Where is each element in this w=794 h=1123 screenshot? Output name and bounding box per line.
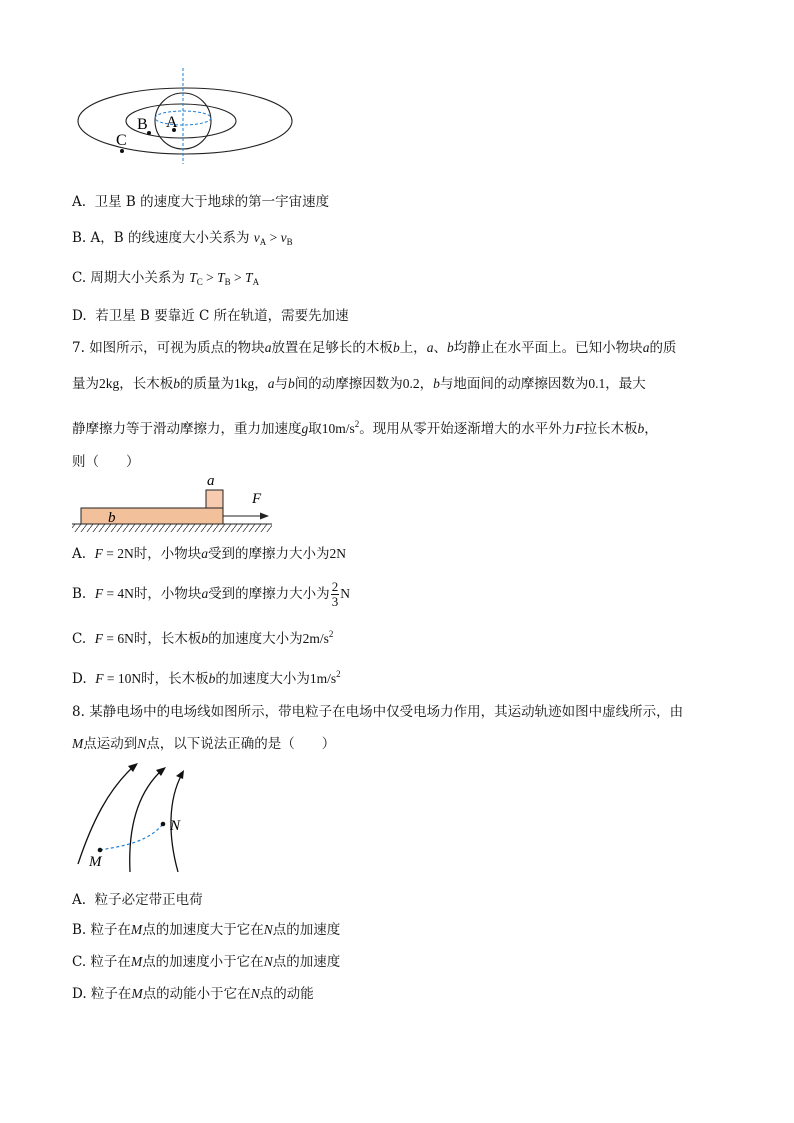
q8-b-prefix: B. 粒子在 bbox=[72, 922, 132, 938]
q7-c-prefix: C. bbox=[72, 631, 87, 647]
q7-b-num: 2 bbox=[331, 579, 339, 594]
q7-d-F: F bbox=[95, 671, 104, 686]
q6-b-v1: v bbox=[253, 230, 260, 245]
q8-b-t2: 点的加速度 bbox=[272, 922, 341, 938]
board-figure bbox=[72, 472, 282, 536]
q8-option-a bbox=[72, 890, 203, 910]
ground-hatch bbox=[72, 524, 272, 532]
q7-d-cond: = 10N bbox=[103, 671, 142, 686]
q7-c-b: b bbox=[201, 631, 209, 646]
label-n: N bbox=[170, 818, 181, 834]
q6-option-d bbox=[72, 306, 349, 326]
q7-b-cond: = 4N bbox=[103, 586, 134, 601]
q8-l2-N: N bbox=[137, 736, 147, 751]
q6-c-sub-a: A bbox=[252, 277, 260, 287]
orbit-figure bbox=[70, 66, 300, 166]
q8-option-c bbox=[72, 952, 340, 972]
q7-l3-gval: 10m/s bbox=[321, 421, 355, 436]
q6-b-sub-a: A bbox=[259, 237, 267, 247]
q7-l3-F: F bbox=[575, 421, 584, 436]
label-a: A bbox=[166, 114, 178, 131]
q7-c-t2: 的加速度大小为 bbox=[208, 631, 303, 647]
q7-b-F: F bbox=[94, 586, 104, 601]
q7-a-t1: 时，小物块 bbox=[133, 546, 202, 562]
q7-l3-t2: 取 bbox=[308, 421, 322, 437]
q8-d-N: N bbox=[250, 986, 260, 1001]
q7-l2-t9: ，最大 bbox=[605, 376, 646, 392]
q8-d-M: M bbox=[131, 986, 143, 1001]
q7-l3-t3: 。现用从零开始逐渐增大的水平外力 bbox=[359, 421, 576, 437]
q8-b-N: N bbox=[263, 922, 273, 937]
q7-a-cond: = 2N bbox=[102, 546, 134, 561]
q6-c-prefix: C. 周期大小关系为 bbox=[72, 270, 185, 286]
q7-l2-b3: b bbox=[433, 376, 440, 391]
q7-l2-b: b bbox=[173, 376, 180, 391]
label-m: M bbox=[89, 854, 102, 870]
q7-c-sq: 2 bbox=[328, 629, 334, 639]
q7-l2-t2: ，长木板 bbox=[119, 376, 174, 392]
q6-option-c bbox=[72, 268, 259, 292]
q8-stem-line1 bbox=[72, 702, 683, 722]
q8-c-t1: 点的加速度小于它在 bbox=[142, 954, 264, 970]
q7-l2-mu2: 0.1 bbox=[588, 376, 606, 391]
q6-b-gt: > bbox=[266, 230, 281, 245]
outer-orbit bbox=[78, 88, 292, 154]
q7-d-b: b bbox=[208, 671, 216, 686]
q7-l3-t5: ， bbox=[644, 421, 658, 437]
q7-l3-g: g bbox=[301, 421, 309, 436]
q8-a-prefix: A. bbox=[72, 892, 87, 908]
q7-l2-mu1: 0.2 bbox=[402, 376, 420, 391]
q7-l3-t4: 拉长木板 bbox=[583, 421, 638, 437]
q6-c-t1: T bbox=[189, 270, 197, 285]
q8-d-t1: 点的动能小于它在 bbox=[142, 986, 251, 1002]
q7-number: 7. bbox=[72, 340, 85, 356]
field-line-figure bbox=[72, 760, 202, 878]
field-line-3-arrow bbox=[176, 770, 184, 779]
q7-b-fraction bbox=[331, 580, 340, 609]
q7-l3-sq: 2 bbox=[354, 419, 360, 429]
point-m bbox=[98, 848, 103, 853]
q7-l1-a: a bbox=[264, 340, 272, 355]
q7-l2-a: a bbox=[267, 376, 275, 391]
q7-b-a: a bbox=[201, 586, 209, 601]
q7-a-prefix: A. bbox=[72, 546, 87, 562]
q7-stem-line3 bbox=[72, 414, 658, 439]
q6-c-sub-b: B bbox=[224, 277, 231, 287]
q7-l1-a2: a bbox=[426, 340, 434, 355]
q7-l2-m2: 1kg bbox=[234, 376, 255, 391]
q7-l1-t2: 放置在足够长的木板 bbox=[271, 340, 393, 356]
q6-b-prefix: B. A，B 的线速度大小关系为 bbox=[72, 230, 250, 246]
q7-l1-t3: 上， bbox=[399, 340, 427, 356]
q8-c-M: M bbox=[130, 954, 143, 969]
point-c bbox=[120, 149, 124, 153]
q6-d-prefix: D. bbox=[72, 308, 87, 324]
q7-l2-t3: 的质量为 bbox=[180, 376, 234, 392]
q7-b-t1: 时，小物块 bbox=[133, 586, 202, 602]
q6-option-a bbox=[72, 192, 329, 212]
q8-l2-t1: 点运动到 bbox=[83, 736, 138, 752]
q7-a-val: 2N bbox=[329, 546, 347, 561]
q7-c-val: 2m/s bbox=[302, 631, 329, 646]
q7-c-cond: = 6N bbox=[102, 631, 134, 646]
q7-d-t2: 的加速度大小为 bbox=[215, 671, 310, 687]
q8-d-t2: 点的动能 bbox=[259, 986, 314, 1002]
q8-d-prefix: D. 粒子在 bbox=[72, 986, 132, 1002]
q7-b-unit: N bbox=[340, 586, 350, 601]
q7-stem-line4 bbox=[72, 452, 140, 472]
q7-l4-t1: 则（ ） bbox=[72, 454, 140, 470]
q8-number: 8. bbox=[72, 704, 85, 720]
q8-stem-line2 bbox=[72, 734, 335, 754]
q6-a-text: 卫星 B 的速度大于地球的第一宇宙速度 bbox=[94, 194, 330, 210]
q7-option-d bbox=[72, 664, 341, 689]
q7-l2-t7: ， bbox=[419, 376, 434, 392]
label-board-b: b bbox=[108, 510, 116, 526]
q7-l2-b2: b bbox=[288, 376, 295, 391]
q7-l1-b2: b bbox=[446, 340, 454, 355]
board-b bbox=[81, 508, 223, 524]
q6-c-gt1: > bbox=[202, 270, 218, 285]
q7-a-F: F bbox=[94, 546, 103, 561]
q7-l2-t6: 间的动摩擦因数为 bbox=[294, 376, 403, 392]
q7-l2-m1: 2kg bbox=[99, 376, 120, 391]
q8-l2-t2: 点，以下说法正确的是（ ） bbox=[146, 736, 336, 752]
q7-l2-t4: ， bbox=[254, 376, 268, 392]
q6-c-t2: T bbox=[217, 270, 225, 285]
field-line-2 bbox=[130, 770, 162, 872]
q7-a-a: a bbox=[201, 546, 209, 561]
q7-d-sq: 2 bbox=[336, 669, 341, 679]
q7-l2-t1: 量为 bbox=[72, 376, 99, 392]
q7-option-b bbox=[72, 580, 350, 609]
q7-option-c bbox=[72, 624, 333, 649]
q7-l1-b: b bbox=[392, 340, 400, 355]
q7-l1-t1: 如图所示，可视为质点的物块 bbox=[89, 340, 265, 356]
q7-l1-t5: 均静止在水平面上。已知小物块 bbox=[453, 340, 643, 356]
q8-c-prefix: C. 粒子在 bbox=[72, 954, 131, 970]
q8-option-b bbox=[72, 920, 340, 940]
label-block-a: a bbox=[207, 473, 215, 489]
q6-option-b bbox=[72, 228, 293, 252]
point-n bbox=[161, 822, 166, 827]
q6-c-gt2: > bbox=[230, 270, 246, 285]
q7-c-F: F bbox=[94, 631, 103, 646]
q7-b-t2: 受到的摩擦力大小为 bbox=[208, 586, 330, 602]
q7-c-t1: 时，长木板 bbox=[133, 631, 202, 647]
block-a bbox=[206, 490, 223, 508]
q7-option-a bbox=[72, 544, 346, 564]
q6-c-t3: T bbox=[245, 270, 253, 285]
q7-d-t1: 时，长木板 bbox=[141, 671, 209, 687]
q7-l3-b: b bbox=[637, 421, 645, 436]
q6-d-text: 若卫星 B 要靠近 C 所在轨道，需要先加速 bbox=[95, 308, 349, 324]
q7-l1-a3: a bbox=[642, 340, 650, 355]
label-c: C bbox=[116, 132, 127, 149]
label-b: B bbox=[137, 116, 148, 133]
q6-b-v2: v bbox=[280, 230, 287, 245]
q7-l3-t1: 静摩擦力等于滑动摩擦力，重力加速度 bbox=[72, 421, 302, 437]
q7-b-den: 3 bbox=[331, 594, 339, 609]
q8-l2-M: M bbox=[72, 736, 84, 751]
q8-b-t1: 点的加速度大于它在 bbox=[142, 922, 264, 938]
q8-b-M: M bbox=[131, 922, 143, 937]
q7-d-prefix: D. bbox=[72, 671, 87, 687]
q8-a-text: 粒子必定带正电荷 bbox=[94, 892, 203, 908]
q6-a-prefix: A. bbox=[72, 194, 87, 210]
q8-c-t2: 点的加速度 bbox=[272, 954, 341, 970]
force-arrow-head bbox=[260, 513, 269, 520]
q7-l1-t6: 的质 bbox=[649, 340, 677, 356]
q8-c-N: N bbox=[263, 954, 273, 969]
q7-stem-line2 bbox=[72, 374, 646, 394]
q7-l1-t4: 、 bbox=[433, 340, 447, 356]
q8-l1-text: 某静电场中的电场线如图所示，带电粒子在电场中仅受电场力作用，其运动轨迹如图中虚线所示，由 bbox=[89, 704, 684, 720]
q8-option-d bbox=[72, 984, 314, 1004]
q6-b-sub-b: B bbox=[286, 237, 293, 247]
label-force-f: F bbox=[252, 491, 262, 507]
q6-c-sub-c: C bbox=[196, 277, 203, 287]
q7-b-prefix: B. bbox=[72, 586, 87, 602]
q7-a-t2: 受到的摩擦力大小为 bbox=[208, 546, 330, 562]
q7-l2-t8: 与地面间的动摩擦因数为 bbox=[439, 376, 589, 392]
q7-l2-t5: 与 bbox=[274, 376, 288, 392]
q7-stem-line1 bbox=[72, 338, 676, 358]
q7-d-val: 1m/s bbox=[309, 671, 337, 686]
